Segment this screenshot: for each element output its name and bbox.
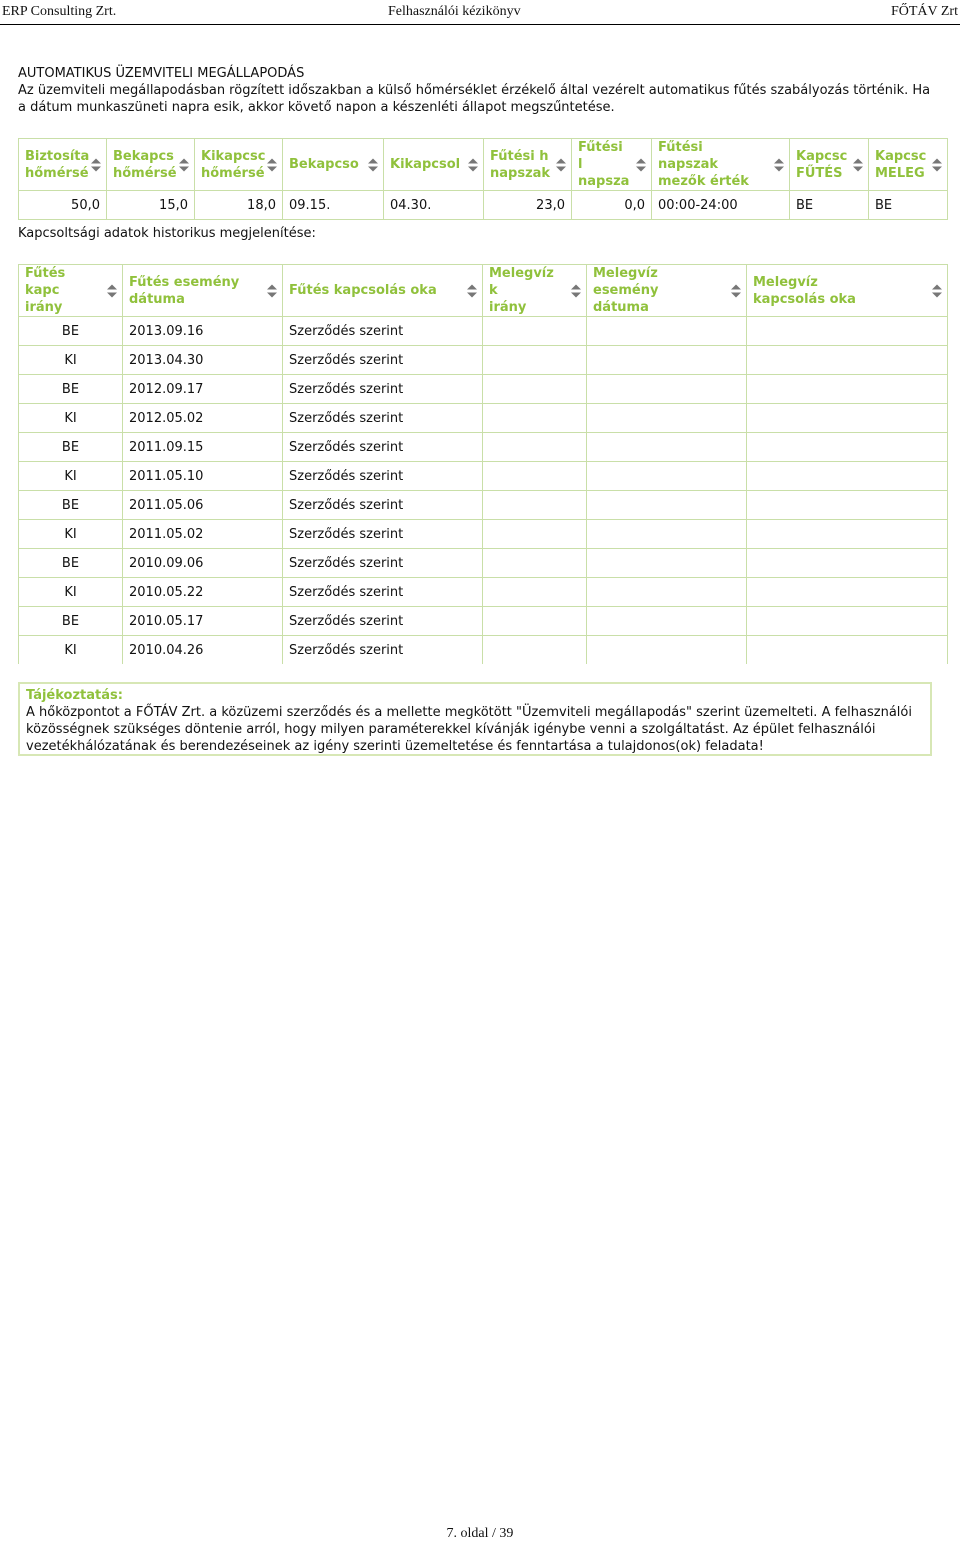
history-hw-date-cell (587, 607, 747, 636)
table-row (19, 607, 948, 636)
history-reason-cell: Szerződés szerint (283, 607, 483, 636)
history-reason-cell: Szerződés szerint (283, 491, 483, 520)
sort-arrows-icon[interactable] (467, 284, 477, 297)
history-date-cell: 2010.05.17 (123, 607, 283, 636)
history-direction-cell: KI (19, 462, 123, 491)
settings-col-header[interactable]: Kikapcsol (384, 139, 484, 191)
table-row (19, 317, 948, 346)
table-row (19, 491, 948, 520)
settings-row (19, 191, 948, 220)
history-hw-reason-cell (747, 433, 948, 462)
history-hw-direction-cell (483, 549, 587, 578)
settings-col-header[interactable]: Fűtési l napsza (572, 139, 652, 191)
history-col-header[interactable]: Melegvíz k irány (483, 265, 587, 317)
history-reason-cell: Szerződés szerint (283, 317, 483, 346)
table-row (19, 520, 948, 549)
history-hw-date-cell (587, 549, 747, 578)
history-hw-date-cell (587, 520, 747, 549)
history-col-header[interactable]: Fűtés esemény dátuma (123, 265, 283, 317)
history-hw-reason-cell (747, 549, 948, 578)
sort-arrows-icon[interactable] (932, 284, 942, 297)
sort-arrows-icon[interactable] (267, 158, 277, 171)
history-date-cell: 2012.05.02 (123, 404, 283, 433)
history-table (18, 264, 948, 664)
history-col-header[interactable]: Melegvíz kapcsolás oka (747, 265, 948, 317)
settings-col-header[interactable]: Biztosíta hőmérsé (19, 139, 107, 191)
history-hw-reason-cell (747, 491, 948, 520)
history-hw-direction-cell (483, 520, 587, 549)
sort-arrows-icon[interactable] (368, 158, 378, 171)
history-reason-cell: Szerződés szerint (283, 549, 483, 578)
history-hw-date-cell (587, 462, 747, 491)
history-hw-date-cell (587, 578, 747, 607)
history-hw-date-cell (587, 404, 747, 433)
history-col-header[interactable]: Fűtés kapcsolás oka (283, 265, 483, 317)
history-hw-reason-cell (747, 404, 948, 433)
history-hw-direction-cell (483, 317, 587, 346)
history-hw-date-cell (587, 491, 747, 520)
sort-arrows-icon[interactable] (853, 158, 863, 171)
history-hw-direction-cell (483, 607, 587, 636)
history-hw-direction-cell (483, 491, 587, 520)
history-col-header[interactable]: Melegvíz esemény dátuma (587, 265, 747, 317)
header-client: FŐTÁV Zrt (890, 4, 958, 19)
page-header (0, 2, 960, 24)
history-hw-reason-cell (747, 462, 948, 491)
history-date-cell: 2011.09.15 (123, 433, 283, 462)
settings-cell: 04.30. (384, 191, 484, 220)
history-hw-reason-cell (747, 578, 948, 607)
history-hw-reason-cell (747, 375, 948, 404)
section-title: AUTOMATIKUS ÜZEMVITELI MEGÁLLAPODÁS (18, 66, 305, 81)
settings-cell: 0,0 (572, 191, 652, 220)
history-hw-reason-cell (747, 636, 948, 665)
settings-col-header[interactable]: Fűtési napszak mezők érték (652, 139, 790, 191)
settings-col-header[interactable]: Fűtési h napszak (484, 139, 572, 191)
settings-cell: 15,0 (107, 191, 195, 220)
settings-col-header[interactable]: Kapcsc MELEG (869, 139, 948, 191)
settings-col-header[interactable]: Bekapcs hőmérsé (107, 139, 195, 191)
section-intro: Az üzemviteli megállapodásban rögzített időszakban a külső hőmérséklet érzékelő által vezérelt automatikus fűtés szabályozás történik. Ha a dátum munkaszüneti napra esik, akkor követő napon a készenléti állapot megszűntetése. (18, 83, 931, 115)
table-row (19, 636, 948, 665)
history-date-cell: 2010.09.06 (123, 549, 283, 578)
table-row (19, 346, 948, 375)
sort-arrows-icon[interactable] (91, 158, 101, 171)
history-hw-reason-cell (747, 317, 948, 346)
history-hw-reason-cell (747, 607, 948, 636)
history-body (19, 317, 948, 665)
sort-arrows-icon[interactable] (571, 284, 581, 297)
history-date-cell: 2010.05.22 (123, 578, 283, 607)
settings-cell: 09.15. (283, 191, 384, 220)
sort-arrows-icon[interactable] (556, 158, 566, 171)
sort-arrows-icon[interactable] (179, 158, 189, 171)
history-hw-date-cell (587, 636, 747, 665)
history-date-cell: 2011.05.06 (123, 491, 283, 520)
settings-cell: BE (790, 191, 869, 220)
history-direction-cell: BE (19, 317, 123, 346)
history-hw-direction-cell (483, 433, 587, 462)
history-direction-cell: KI (19, 636, 123, 665)
settings-table (18, 138, 948, 220)
history-reason-cell: Szerződés szerint (283, 433, 483, 462)
history-hw-date-cell (587, 317, 747, 346)
page-number: 7. oldal / 39 (446, 1526, 514, 1541)
header-company: ERP Consulting Zrt. (2, 4, 117, 19)
sort-arrows-icon[interactable] (932, 158, 942, 171)
history-date-cell: 2011.05.10 (123, 462, 283, 491)
history-direction-cell: BE (19, 375, 123, 404)
history-hw-direction-cell (483, 636, 587, 665)
history-date-cell: 2013.04.30 (123, 346, 283, 375)
history-hw-date-cell (587, 346, 747, 375)
history-date-cell: 2013.09.16 (123, 317, 283, 346)
history-direction-cell: KI (19, 520, 123, 549)
history-direction-cell: KI (19, 346, 123, 375)
settings-cell: BE (869, 191, 948, 220)
history-hw-direction-cell (483, 578, 587, 607)
settings-col-header[interactable]: Kapcsc FŰTÉS (790, 139, 869, 191)
history-hw-direction-cell (483, 404, 587, 433)
history-reason-cell: Szerződés szerint (283, 636, 483, 665)
history-reason-cell: Szerződés szerint (283, 404, 483, 433)
sort-arrows-icon[interactable] (267, 284, 277, 297)
history-reason-cell: Szerződés szerint (283, 346, 483, 375)
history-hw-reason-cell (747, 346, 948, 375)
settings-cell: 18,0 (195, 191, 283, 220)
header-rule (0, 24, 960, 25)
history-date-cell: 2011.05.02 (123, 520, 283, 549)
history-reason-cell: Szerződés szerint (283, 375, 483, 404)
table-row (19, 462, 948, 491)
sort-arrows-icon[interactable] (107, 284, 117, 297)
info-title: Tájékoztatás: (26, 688, 123, 703)
history-hw-direction-cell (483, 346, 587, 375)
table-row (19, 549, 948, 578)
history-title: Kapcsoltsági adatok historikus megjelenítése: (18, 226, 316, 241)
history-direction-cell: KI (19, 404, 123, 433)
settings-cell: 50,0 (19, 191, 107, 220)
history-direction-cell: BE (19, 433, 123, 462)
history-reason-cell: Szerződés szerint (283, 520, 483, 549)
settings-col-header[interactable]: Kikapcsc hőmérsé (195, 139, 283, 191)
history-direction-cell: BE (19, 491, 123, 520)
history-hw-direction-cell (483, 462, 587, 491)
sort-arrows-icon[interactable] (468, 158, 478, 171)
history-reason-cell: Szerződés szerint (283, 462, 483, 491)
history-direction-cell: BE (19, 607, 123, 636)
table-row (19, 578, 948, 607)
settings-header-row (19, 139, 948, 191)
settings-cell: 00:00-24:00 (652, 191, 790, 220)
table-row (19, 375, 948, 404)
history-reason-cell: Szerződés szerint (283, 578, 483, 607)
sort-arrows-icon[interactable] (636, 158, 646, 171)
sort-arrows-icon[interactable] (731, 284, 741, 297)
info-text: A hőközpontot a FŐTÁV Zrt. a közüzemi szerződés és a mellette megkötött "Üzemviteli megállapodás" szerint üzemelteti. A felhasználói közösségnek szükséges döntenie arról, hogy milyen paraméterekkel kívánják igénybe venni a szolgáltatást. Az épület felhasználói vezetékhálózatának és berendezéseinek az igény szerinti üzemeltetése és fenntartása a tulajdonos(ok) feladata! (26, 705, 912, 754)
history-hw-date-cell (587, 433, 747, 462)
history-hw-reason-cell (747, 520, 948, 549)
sort-arrows-icon[interactable] (774, 158, 784, 171)
history-direction-cell: BE (19, 549, 123, 578)
table-row (19, 404, 948, 433)
history-hw-direction-cell (483, 375, 587, 404)
info-box (18, 682, 932, 756)
history-date-cell: 2012.09.17 (123, 375, 283, 404)
settings-cell: 23,0 (484, 191, 572, 220)
header-doc-title: Felhasználói kézikönyv (388, 4, 521, 19)
history-header-row (19, 265, 948, 317)
history-direction-cell: KI (19, 578, 123, 607)
history-date-cell: 2010.04.26 (123, 636, 283, 665)
history-hw-date-cell (587, 375, 747, 404)
table-row (19, 433, 948, 462)
settings-col-header[interactable]: Bekapcso (283, 139, 384, 191)
history-col-header[interactable]: Fűtés kapc irány (19, 265, 123, 317)
